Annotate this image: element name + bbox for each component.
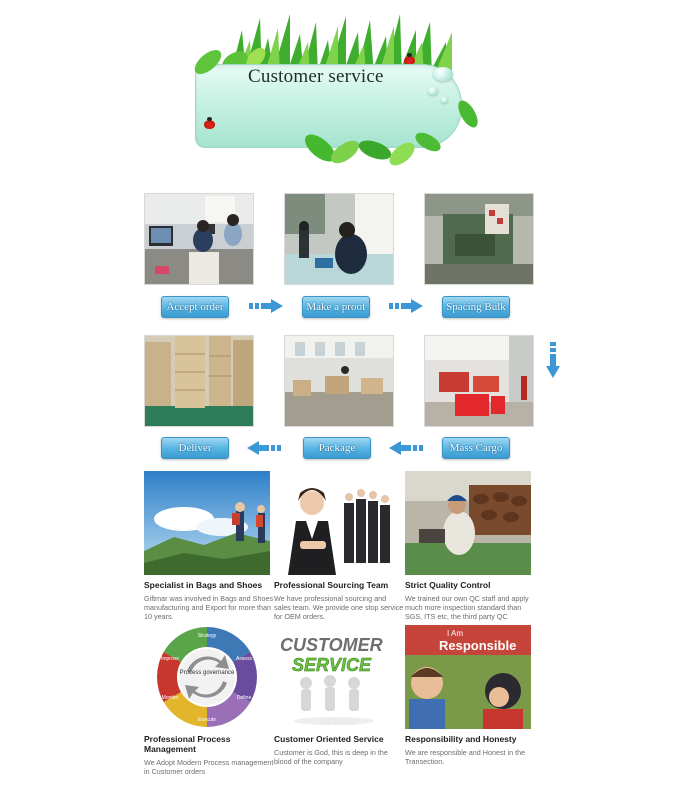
step-spacing-bulk: Spacing Bulk	[442, 296, 510, 318]
feature-title: Professional Process Management	[144, 734, 231, 754]
arrow-right-icon	[249, 299, 283, 313]
photo-deliver	[144, 335, 254, 427]
arrow-left-icon	[389, 441, 423, 455]
feature-title: Strict Quality Control	[405, 580, 491, 590]
feature-description: Giftmar was involved in Bags and Shoes manufacturing and Export for more than 10 years.	[144, 594, 274, 621]
segment-label: Execute	[197, 717, 217, 723]
water-drop-icon	[441, 97, 448, 103]
arrow-right-icon	[389, 299, 423, 313]
water-drop-icon	[433, 67, 453, 81]
quality-control-image	[405, 471, 531, 575]
feature-description: We Adopt Modern Process management in Customer orders	[144, 758, 274, 776]
step-make-proof: Make a proof	[302, 296, 370, 318]
responsible-image	[405, 625, 531, 729]
hikers-image	[144, 471, 270, 575]
process-governance-image	[144, 625, 270, 729]
segment-label: Monitor	[161, 695, 179, 701]
leaves-decoration-icon	[190, 42, 230, 82]
feature-card	[274, 625, 404, 766]
feature-card	[405, 625, 535, 766]
leaves-decoration-icon	[452, 94, 488, 134]
step-package: Package	[303, 437, 371, 459]
step-deliver: Deliver	[161, 437, 229, 459]
process-center-label: Process governance	[179, 670, 235, 676]
feature-title: Responsibility and Honesty	[405, 734, 517, 744]
photo-package	[284, 335, 394, 427]
i-am-text: I Am	[447, 629, 464, 638]
watermark-text: GIFTMAR	[318, 718, 356, 727]
feature-title: Customer Oriented Service	[274, 734, 384, 744]
segment-label: Assess	[235, 656, 253, 662]
customer-art-text: CUSTOMER	[280, 635, 383, 655]
step-accept-order: Accept order	[161, 296, 229, 318]
leaves-decoration-icon	[300, 128, 450, 172]
photo-accept-order	[144, 193, 254, 285]
segment-label: Improve	[160, 656, 180, 662]
feature-card	[144, 471, 274, 621]
ladybug-icon	[204, 120, 215, 129]
service-art-text: SERVICE	[292, 655, 372, 675]
step-mass-cargo: Mass Cargo	[442, 437, 510, 459]
feature-card	[144, 625, 274, 776]
photo-make-proof	[284, 193, 394, 285]
customer-service-banner	[190, 12, 490, 172]
feature-card	[274, 471, 404, 621]
arrow-down-icon	[546, 342, 560, 378]
banner-title: Customer service	[248, 66, 384, 87]
segment-label: Strategy	[197, 633, 217, 639]
feature-card	[405, 471, 535, 621]
feature-title: Specialist in Bags and Shoes	[144, 580, 263, 590]
feature-description: We trained our own QC staff and apply much more inspection standard than SGS, ITS etc, the third party QC	[405, 594, 529, 621]
business-team-image	[274, 471, 400, 575]
photo-mass-cargo	[424, 335, 534, 427]
water-drop-icon	[428, 87, 438, 95]
feature-description: Customer is God, this is deep in the blood of the company	[274, 748, 388, 766]
responsible-text: Responsible	[439, 638, 517, 653]
segment-label: Define	[236, 695, 252, 701]
arrow-left-icon	[247, 441, 281, 455]
customer-service-art-image	[274, 625, 400, 729]
feature-title: Professional Sourcing Team	[274, 580, 389, 590]
photo-spacing-bulk	[424, 193, 534, 285]
feature-description: We are responsible and Honest in the Transection.	[405, 748, 526, 766]
feature-description: We have professional sourcing and sales team. We provide one stop service for OEM orders.	[274, 594, 404, 621]
